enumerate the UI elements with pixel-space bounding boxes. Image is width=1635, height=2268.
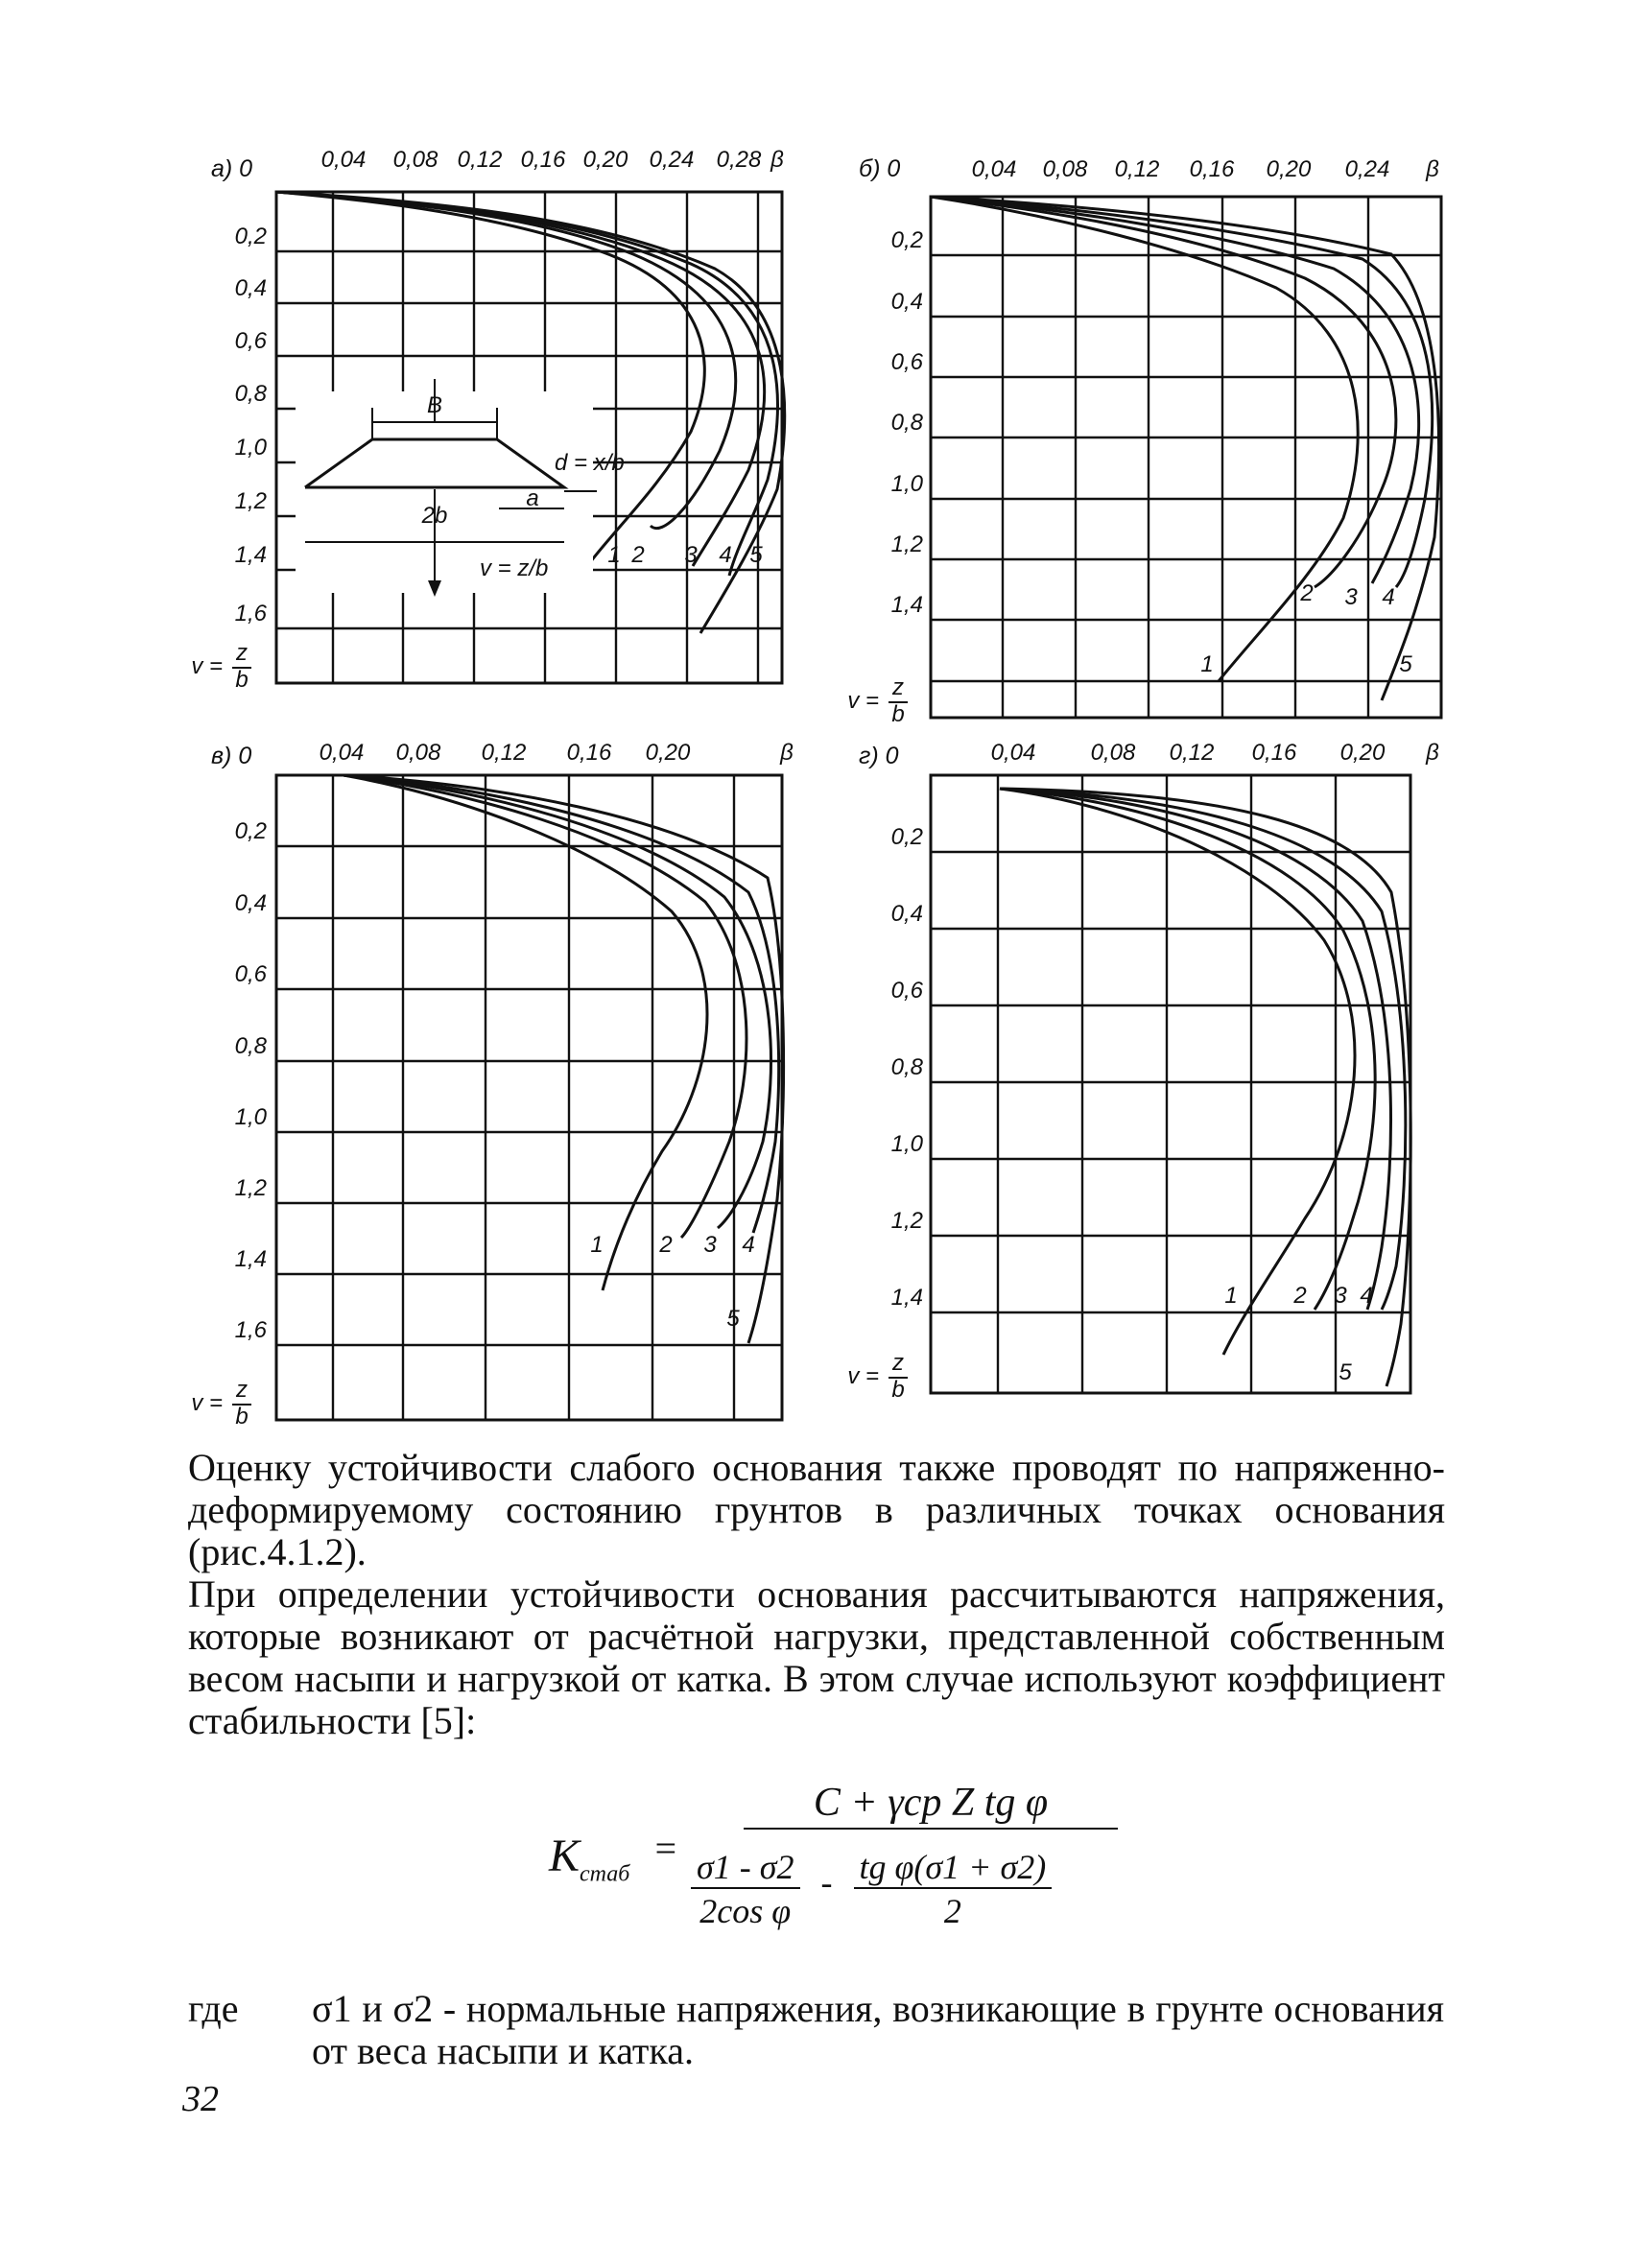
curve-label-2: 2	[659, 1232, 673, 1258]
y-tick-label: 0,4	[234, 275, 267, 301]
paragraph-2: При определении устойчивости основания рассчитываются напряжения, которые возникают от расчётной нагрузки, представленной собственным весом насыпи и нагрузкой от катка. В этом случае используют коэффициент стабильности [5]:	[188, 1572, 1445, 1742]
curve-label-1: 1	[1224, 1283, 1238, 1309]
curve-label-5: 5	[1399, 651, 1412, 677]
curve-label-1: 1	[1200, 651, 1214, 677]
x-tick-label: 0,20	[582, 147, 628, 173]
curve-label-3: 3	[703, 1232, 717, 1258]
x-tick-label: 0,08	[392, 147, 438, 173]
curve-2	[1000, 789, 1375, 1310]
y-tick-label: 0,6	[890, 978, 923, 1004]
formula-frac-right-den: 2	[943, 1892, 961, 1930]
formula-denominator	[691, 1847, 1123, 1931]
y-tick-label: 0,2	[234, 224, 267, 249]
curve-label-2: 2	[631, 542, 645, 568]
curve-label-5: 5	[726, 1306, 740, 1332]
embankment-sketch	[296, 379, 625, 597]
x-tick-label: 0,20	[1266, 156, 1312, 182]
x-tick-label: 0,04	[990, 740, 1036, 766]
axis-var-v: v =	[847, 1363, 879, 1389]
curve-label-3: 3	[1334, 1283, 1347, 1309]
y-tick-label: 1,2	[234, 1175, 267, 1201]
y-tick-label: 0,8	[890, 1054, 923, 1080]
curve-label-2: 2	[1293, 1283, 1307, 1309]
x-tick-label: 0,16	[520, 147, 566, 173]
curve-1	[931, 197, 1358, 681]
page-number: 32	[182, 2079, 219, 2119]
x-tick-label: 0,16	[566, 740, 612, 766]
panel-label: б) 0	[859, 155, 901, 182]
x-tick-label: 0,16	[1189, 156, 1235, 182]
curve-label-1: 1	[607, 542, 621, 568]
y-tick-label: 1,2	[890, 532, 923, 557]
x-tick-label: 0,24	[649, 147, 695, 173]
y-tick-label: 0,8	[890, 410, 923, 436]
dim-2b-label: 2b	[421, 503, 448, 529]
axis-var-b: b	[891, 1377, 905, 1403]
y-tick-label: 0,4	[234, 890, 267, 916]
axis-var-z: z	[892, 674, 904, 700]
x-tick-label: 0,08	[1042, 156, 1088, 182]
curve-5	[1000, 789, 1410, 1386]
curve-4	[1000, 789, 1406, 1310]
y-tick-label: 0,6	[890, 349, 923, 375]
formula-numerator: C + γср Z tg φ	[744, 1780, 1118, 1830]
formula-frac-right	[854, 1847, 1053, 1931]
paragraph-1: Оценку устойчивости слабого основания также проводят по напряженно-деформируемому состоянию грунтов в различных точках основания (рис.4.1.2).	[188, 1446, 1445, 1573]
y-tick-label: 1,0	[890, 471, 923, 497]
x-tick-label: 0,20	[645, 740, 691, 766]
y-tick-label: 0,2	[890, 227, 923, 253]
x-tick-label: 0,12	[457, 147, 503, 173]
y-tick-label: 1,6	[234, 1317, 267, 1343]
where-word: где	[188, 1987, 239, 2030]
y-tick-label: 1,0	[890, 1131, 923, 1157]
where-definition: σ1 и σ2 - нормальные напряжения, возникающие в грунте основания от веса насыпи и катка.	[312, 1987, 1444, 2072]
panel-label: в) 0	[211, 743, 252, 769]
curve-label-5: 5	[749, 542, 763, 568]
curve-label-3: 3	[1344, 584, 1358, 610]
y-tick-label: 1,2	[234, 488, 267, 514]
panel-g	[847, 740, 1439, 1403]
y-tick-label: 0,4	[890, 289, 923, 315]
curve-label-4: 4	[719, 542, 732, 568]
x-tick-label: 0,04	[319, 740, 365, 766]
axis-var-z: z	[236, 640, 248, 666]
y-tick-label: 1,4	[890, 1285, 923, 1311]
y-tick-label: 1,0	[234, 435, 267, 461]
axis-var-v: v =	[191, 653, 223, 679]
plot-frame	[931, 197, 1441, 718]
curve-label-3: 3	[684, 542, 698, 568]
y-tick-label: 1,4	[234, 1246, 267, 1272]
panel-b	[847, 155, 1441, 727]
y-tick-label: 1,4	[234, 542, 267, 568]
x-tick-label: β	[770, 147, 784, 173]
curve-1	[1000, 789, 1355, 1355]
y-tick-label: 0,8	[234, 1033, 267, 1059]
x-tick-label: 0,12	[481, 740, 527, 766]
formula-minus: -	[820, 1863, 833, 1902]
axis-var-v: v =	[847, 688, 879, 714]
x-tick-label: 0,08	[395, 740, 441, 766]
y-tick-label: 0,6	[234, 328, 267, 354]
x-tick-label: 0,08	[1090, 740, 1136, 766]
formula-lhs-subscript: стаб	[580, 1861, 630, 1887]
y-tick-label: 0,6	[234, 961, 267, 987]
curve-label-1: 1	[590, 1232, 604, 1258]
y-tick-label: 1,4	[890, 592, 923, 618]
v-label: v = z/b	[480, 555, 549, 581]
curve-label-5: 5	[1339, 1359, 1352, 1385]
axis-var-b: b	[235, 1404, 249, 1429]
y-tick-label: 0,8	[234, 381, 267, 407]
plot-frame	[276, 775, 782, 1420]
curve-label-4: 4	[742, 1232, 755, 1258]
curve-label-4: 4	[1360, 1283, 1373, 1309]
formula-frac-right-num: tg φ(σ1 + σ2)	[854, 1847, 1053, 1889]
d-label: d = x/b	[555, 450, 625, 476]
x-tick-label: 0,12	[1114, 156, 1160, 182]
x-tick-label: β	[1426, 156, 1439, 182]
x-tick-label: 0,16	[1251, 740, 1297, 766]
stability-formula	[537, 1780, 1113, 1952]
curve-label-4: 4	[1382, 584, 1395, 610]
panel-label: г) 0	[859, 743, 899, 769]
panel-v	[191, 740, 794, 1429]
x-tick-label: β	[780, 740, 794, 766]
y-tick-label: 0,2	[890, 824, 923, 850]
y-tick-label: 0,4	[890, 901, 923, 927]
y-tick-label: 1,0	[234, 1104, 267, 1130]
x-tick-label: 0,04	[320, 147, 367, 173]
formula-lhs: $K_{стаб}$	[549, 1831, 630, 1887]
x-tick-label: 0,12	[1169, 740, 1215, 766]
curve-label-2: 2	[1300, 580, 1314, 606]
curve-3	[1000, 789, 1391, 1310]
formula-frac-left-num: σ1 - σ2	[691, 1847, 800, 1889]
x-tick-label: 0,04	[971, 156, 1017, 182]
axis-var-b: b	[891, 701, 905, 727]
axis-var-z: z	[892, 1350, 904, 1376]
y-tick-label: 1,6	[234, 601, 267, 626]
panel-label: а) 0	[211, 155, 253, 182]
y-tick-label: 1,2	[890, 1208, 923, 1234]
axis-var-b: b	[235, 667, 249, 693]
formula-frac-left	[691, 1847, 800, 1931]
axis-var-v: v =	[191, 1390, 223, 1416]
y-tick-label: 0,2	[234, 818, 267, 844]
curve-5	[931, 197, 1439, 700]
x-tick-label: 0,28	[716, 147, 762, 173]
formula-equals: =	[652, 1827, 678, 1870]
axis-var-z: z	[236, 1377, 248, 1403]
x-tick-label: 0,20	[1339, 740, 1386, 766]
dim-a-label: a	[526, 485, 539, 511]
x-tick-label: β	[1426, 740, 1439, 766]
formula-frac-left-den: 2cos φ	[699, 1892, 792, 1930]
x-tick-label: 0,24	[1344, 156, 1390, 182]
dim-B-label: B	[426, 392, 443, 418]
curve-5	[344, 775, 784, 1343]
